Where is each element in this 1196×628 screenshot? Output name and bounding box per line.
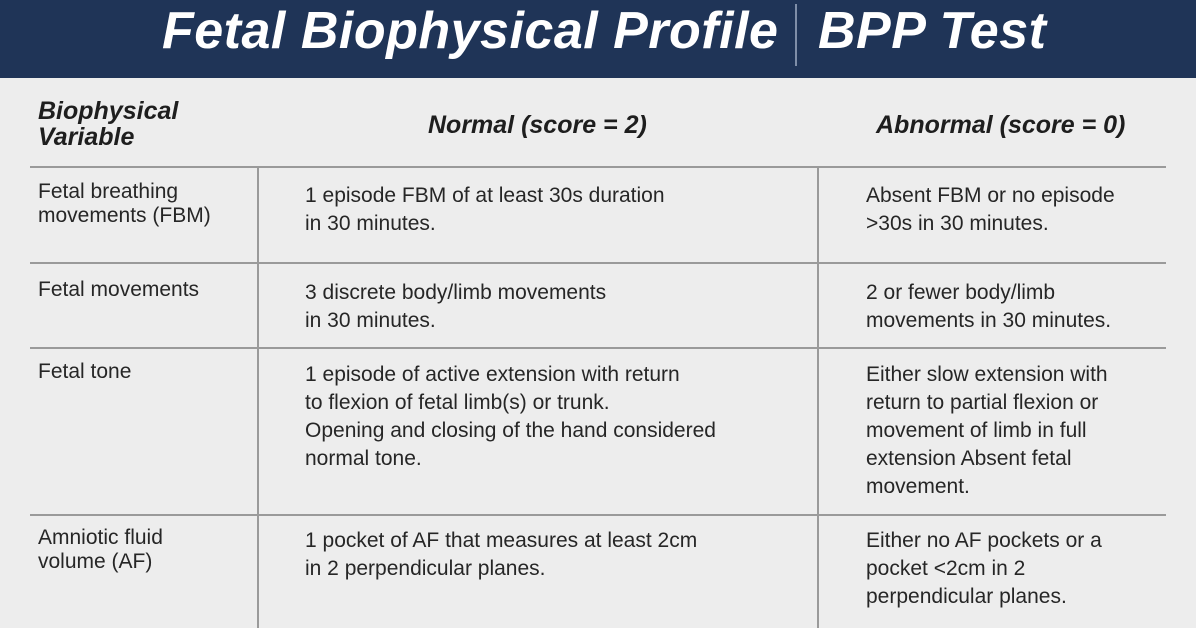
column-divider — [257, 168, 259, 628]
title-banner — [0, 0, 1196, 78]
row-abnormal: Absent FBM or no episode >30s in 30 minutes. — [866, 184, 1115, 235]
column-divider — [817, 168, 819, 628]
row-normal: 1 episode of active extension with return to flexion of fetal limb(s) or trunk. Opening and closing of the hand considered normal tone. — [305, 363, 716, 470]
title-divider — [795, 4, 797, 66]
row-divider — [30, 514, 1166, 516]
column-header-normal: Normal (score = 2) — [428, 111, 647, 139]
page-title: Fetal Biophysical Profile — [162, 2, 779, 60]
row-normal: 1 pocket of AF that measures at least 2cm in 2 perpendicular planes. — [305, 529, 698, 580]
column-header-abnormal: Abnormal (score = 0) — [876, 111, 1126, 139]
page-subtitle: BPP Test — [818, 2, 1047, 60]
row-variable: Fetal breathing movements (FBM) — [38, 180, 211, 227]
row-variable: Fetal tone — [38, 360, 132, 383]
row-abnormal: Either slow extension with return to partial flexion or movement of limb in full extension Absent fetal movement. — [866, 363, 1108, 498]
header-divider — [30, 166, 1166, 168]
row-abnormal: 2 or fewer body/limb movements in 30 minutes. — [866, 281, 1112, 332]
row-divider — [30, 262, 1166, 264]
row-divider — [30, 347, 1166, 349]
row-variable: Fetal movements — [38, 278, 200, 301]
row-normal: 1 episode FBM of at least 30s duration in 30 minutes. — [305, 184, 665, 235]
row-normal: 3 discrete body/limb movements in 30 minutes. — [305, 281, 607, 332]
column-header-variable: Biophysical Variable — [38, 97, 179, 151]
row-variable: Amniotic fluid volume (AF) — [38, 526, 163, 573]
row-abnormal: Either no AF pockets or a pocket <2cm in 2 perpendicular planes. — [866, 529, 1102, 608]
